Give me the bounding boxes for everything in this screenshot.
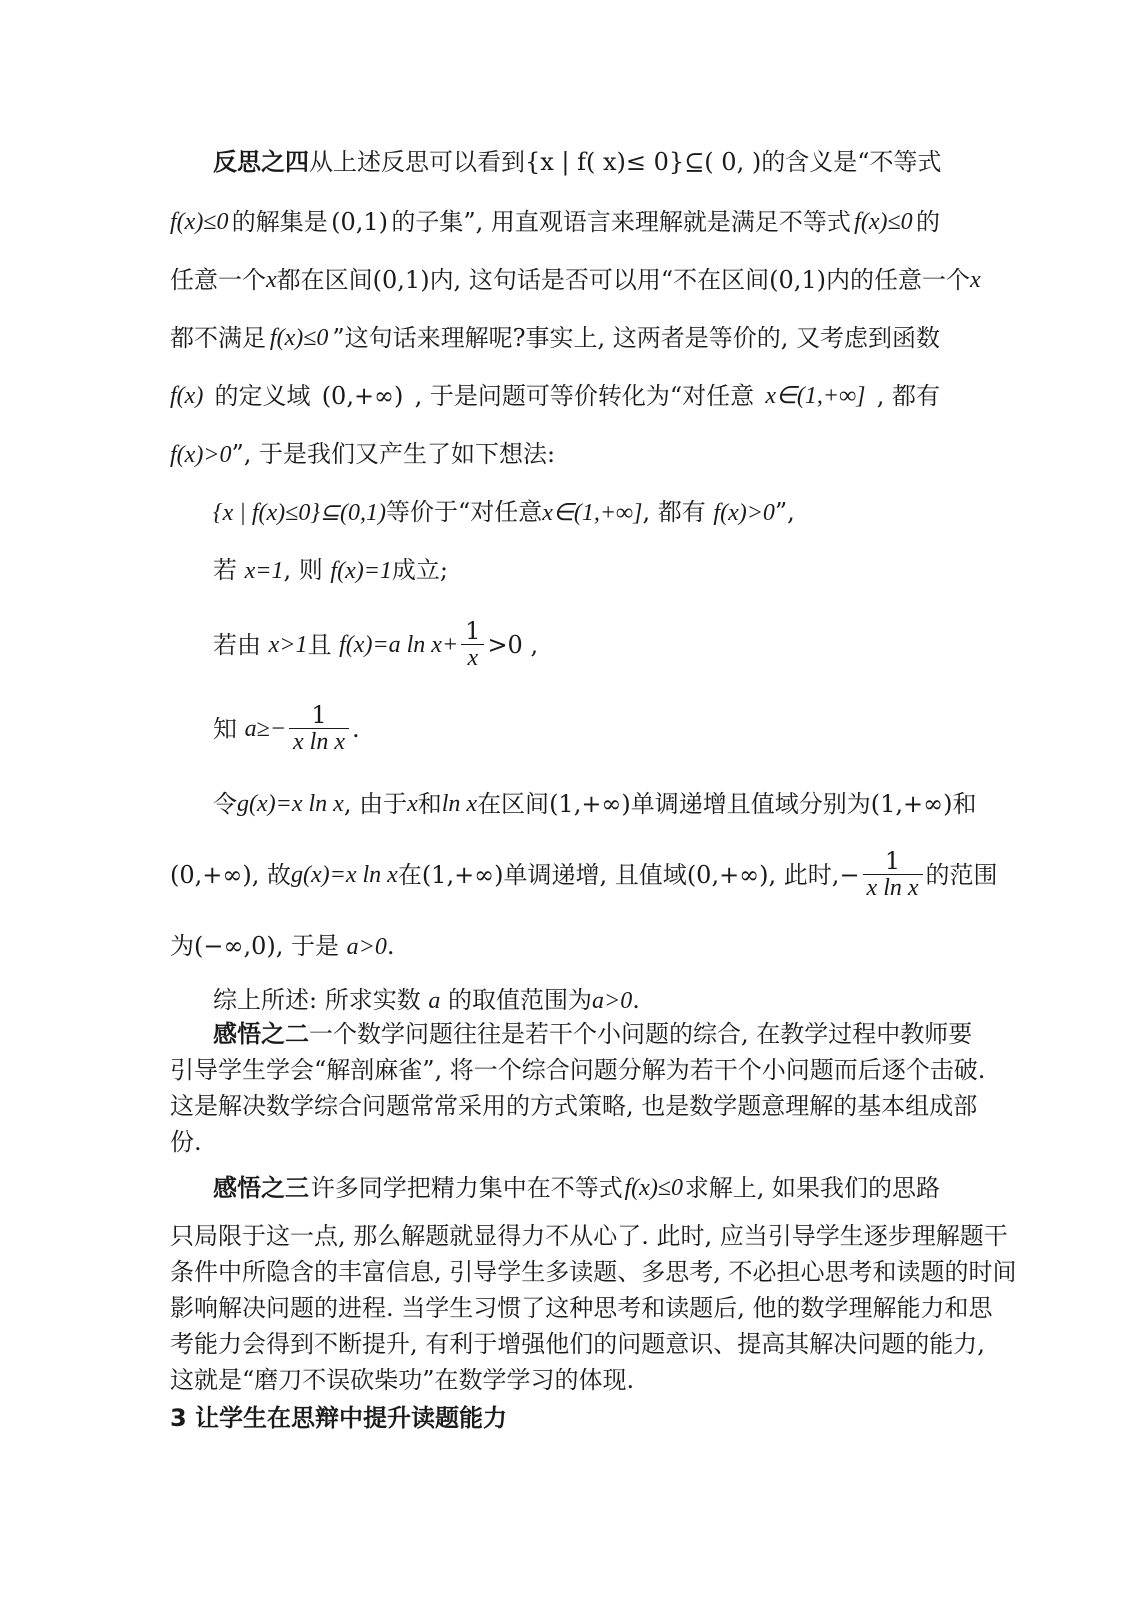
heading-insight-three: 感悟之三 (213, 1174, 309, 1202)
text-run: ”这句话来理解呢?事实上, 这两者是等价的, 又考虑到函数 (332, 324, 940, 352)
heading-insight-two: 感悟之二 (213, 1020, 309, 1048)
text-run: 为 (170, 932, 194, 960)
text-line (213, 1176, 940, 1200)
text-line: 引导学生学会“解剖麻雀”, 将一个综合问题分解为若干个小问题而后逐个击破. (170, 1056, 986, 1084)
text-line (213, 500, 795, 525)
text-run: 的 (915, 208, 940, 236)
math-expression: (1,+∞) (870, 790, 953, 818)
fraction-denominator: x ln x (293, 729, 345, 756)
text-line (170, 266, 981, 294)
text-run: , 则 (283, 556, 323, 584)
text-line: 这就是“磨刀不误砍柴功”在数学学习的体现. (170, 1366, 635, 1394)
math-expression: a≥− (244, 715, 287, 742)
text-line (170, 934, 394, 959)
math-expression: x>1 (268, 631, 308, 658)
math-expression: f(x)≤0 (624, 1175, 683, 1201)
text-line: 这是解决数学综合问题常常采用的方式策略, 也是数学题意理解的基本组成部 (170, 1092, 978, 1120)
math-expression: {x | f( x)≤ 0}⊆( 0, ) (525, 148, 762, 176)
text-run: 单调递增, 且值域 (503, 860, 687, 889)
math-expression: f(x)>0 (713, 500, 775, 526)
text-run: 的取值范围为 (448, 986, 592, 1014)
math-expression: (1,+∞) (421, 860, 504, 889)
text-run: , 都有 (876, 382, 940, 410)
text-run: 在 (397, 860, 422, 889)
text-line (213, 790, 977, 818)
math-sign: − (839, 860, 860, 889)
math-expression: f(x)=a ln x+ (339, 631, 459, 658)
text-run: 内的任意一个 (826, 266, 970, 294)
text-run: 成立; (391, 556, 448, 584)
text-run: 的解集是 (231, 208, 328, 236)
math-expression: a>0 (592, 988, 633, 1014)
text-run: 若由 (213, 630, 261, 659)
fraction-numerator: 1 (461, 618, 484, 645)
math-expression: (−∞,0) (194, 932, 276, 960)
text-line (170, 442, 555, 467)
text-run: , 故 (251, 860, 291, 889)
text-line: 份. (170, 1128, 202, 1156)
fraction-denominator: x (467, 645, 479, 672)
math-expression: a (428, 988, 441, 1014)
math-expression: (0,1) (331, 208, 389, 236)
text-run: 和 (417, 790, 442, 818)
math-expression: (0,+∞) (686, 860, 769, 889)
text-run: 且 (307, 630, 332, 659)
text-run: 许多同学把精力集中在不等式 (310, 1174, 623, 1202)
math-expression: f(x)≤0 (170, 209, 229, 235)
text-run: 单调递增且值域分别为 (630, 790, 871, 818)
text-run: . (386, 932, 395, 960)
heading-reflection-four: 反思之四 (213, 148, 309, 176)
text-run: >0 , (487, 630, 539, 659)
math-expression: {x | f(x)≤0}⊆(0,1) (213, 500, 387, 526)
text-run: , 于是 (275, 932, 339, 960)
text-line (170, 210, 940, 234)
text-line: 条件中所隐含的丰富信息, 引导学生多读题、多思考, 不必担心思考和读题的时间 (170, 1258, 1017, 1286)
text-run: . (352, 714, 360, 743)
text-run: 知 (213, 714, 237, 743)
math-expression: f(x)=1 (330, 558, 392, 584)
text-run: 一个数学问题往往是若干个小问题的综合, 在教学过程中教师要 (309, 1020, 973, 1048)
math-expression: x∈(1,+∞] (765, 383, 866, 409)
text-line: 只局限于这一点, 那么解题就显得力不从心了. 此时, 应当引导学生逐步理解题干 (170, 1222, 1008, 1250)
text-run: , 于是问题可等价转化为“对任意 (414, 382, 755, 410)
math-expression: f(x)≤0 (269, 325, 329, 351)
math-expression: (0,1) (769, 266, 826, 294)
text-run: 都在区间 (276, 266, 373, 294)
text-run: , 此时, (768, 860, 840, 889)
text-line (170, 847, 998, 902)
math-expression: ln x (441, 791, 478, 817)
math-expression: x (266, 267, 277, 293)
math-expression: (0,+∞) (170, 860, 252, 889)
math-expression: f(x)>0 (170, 442, 232, 468)
fraction-numerator: 1 (289, 702, 349, 729)
text-run: ”, (774, 498, 795, 526)
math-expression: f(x) (170, 383, 204, 409)
text-run: 的定义域 (214, 382, 311, 410)
fraction (461, 618, 484, 672)
text-run: 和 (952, 790, 977, 818)
text-run: 的子集”, 用直观语言来理解就是满足不等式 (391, 208, 851, 236)
math-expression: x=1 (244, 558, 284, 584)
text-run: 从上述反思可以看到 (309, 148, 525, 176)
text-run: 都不满足 (170, 324, 266, 352)
text-run: . (632, 986, 640, 1014)
fraction-numerator: 1 (863, 848, 923, 875)
math-expression: x (970, 267, 981, 293)
text-run: 求解上, 如果我们的思路 (684, 1174, 940, 1202)
text-run: ”, 于是我们又产生了如下想法: (231, 440, 556, 468)
math-expression: f(x)≤0 (854, 209, 913, 235)
text-run: 任意一个 (170, 266, 266, 294)
section-3-title: 3 让学生在思辩中提升读题能力 (170, 1404, 508, 1432)
fraction (289, 702, 349, 756)
text-line: 考能力会得到不断提升, 有利于增强他们的问题意识、提高其解决问题的能力, (170, 1330, 985, 1358)
text-run: 在区间 (477, 790, 550, 818)
fraction (863, 848, 923, 902)
text-line (170, 384, 940, 408)
text-run: 综上所述: 所求实数 (213, 986, 421, 1014)
math-expression: g(x)=x ln x (237, 791, 344, 817)
text-line: 影响解决问题的进程. 当学生习惯了这种思考和读题后, 他的数学理解能力和思 (170, 1294, 993, 1322)
text-run: , 都有 (642, 498, 706, 526)
text-line (213, 150, 940, 174)
fraction-group (839, 848, 925, 902)
text-line (213, 988, 640, 1013)
fraction-denominator: x ln x (866, 875, 919, 902)
text-line (170, 326, 940, 350)
text-run: 内, 这句话是否可以用“不在区间 (429, 266, 770, 294)
math-expression: a>0 (346, 934, 387, 960)
math-expression: (1,+∞) (549, 790, 631, 818)
math-expression: x∈(1,+∞] (542, 500, 643, 526)
text-line (213, 618, 538, 672)
text-run: 等价于“对任意 (386, 498, 543, 526)
text-run: , 由于 (343, 790, 408, 818)
text-line (213, 558, 448, 583)
text-run: 的含义是“不等式 (761, 148, 942, 176)
math-expression: g(x)=x ln x (291, 861, 398, 888)
text-run: 若 (213, 556, 237, 584)
text-line (213, 702, 360, 756)
text-line (213, 1020, 973, 1048)
math-expression: x (407, 791, 418, 817)
text-run: 令 (213, 790, 237, 818)
text-run: 的范围 (925, 860, 998, 889)
math-expression: (0,1) (372, 266, 430, 294)
math-expression: (0,+∞) (321, 382, 404, 410)
